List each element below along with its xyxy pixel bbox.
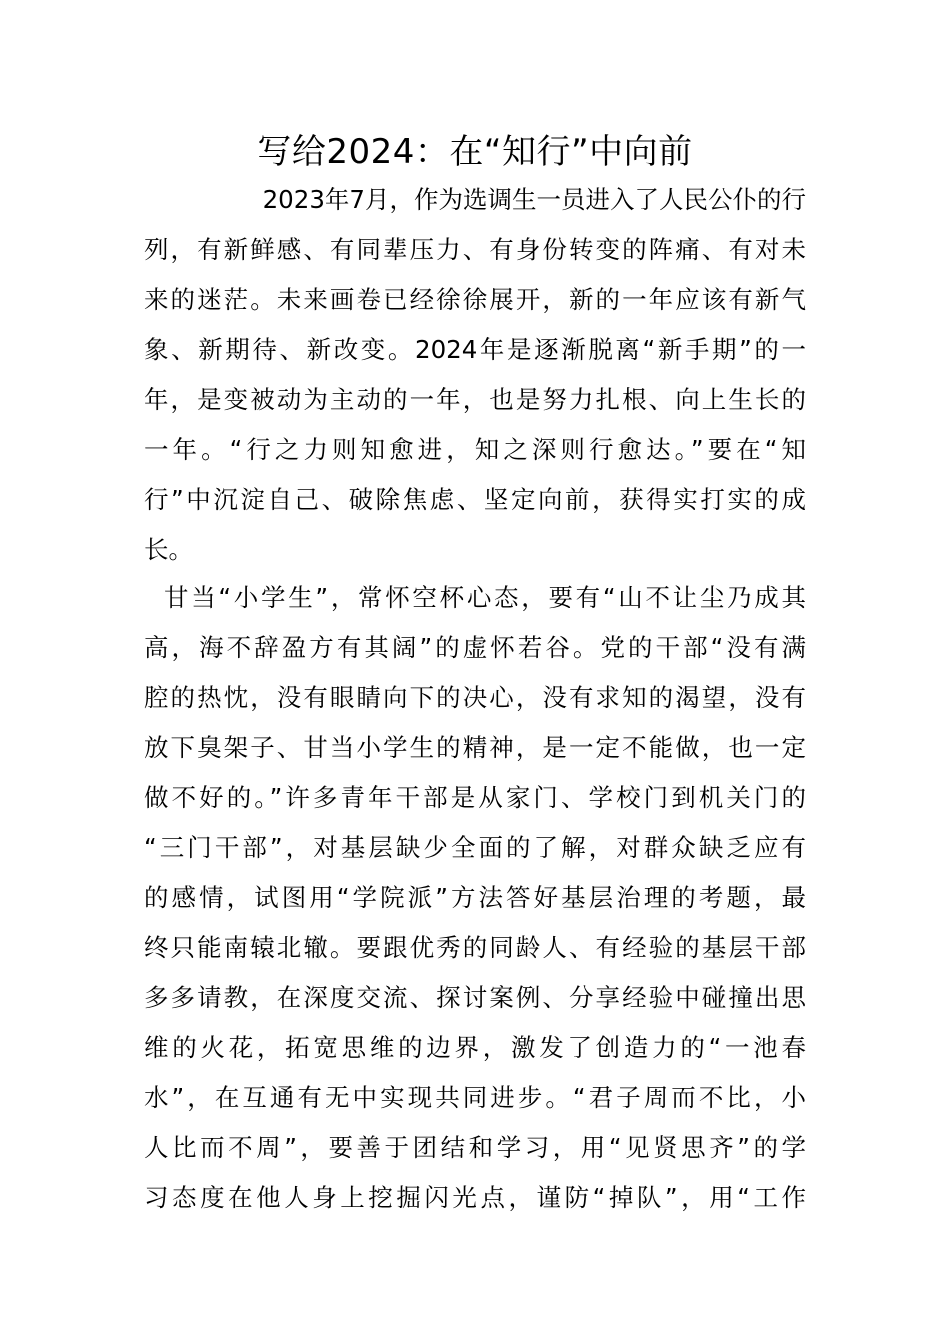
paragraph-line: 的感情，试图用“学院派”方法答好基层治理的考题，最 — [144, 883, 806, 912]
paragraph-line: 来的迷茫。未来画卷已经徐徐展开，新的一年应该有新气 — [144, 285, 806, 314]
paragraph-line: 一年。“行之力则知愈进，知之深则行愈达。”要在“知 — [144, 435, 806, 464]
paragraph-line: 2023年7月，作为选调生一员进入了人民公仆的行 — [262, 185, 806, 214]
paragraph-line: 人比而不周”，要善于团结和学习，用“见贤思齐”的学 — [144, 1133, 806, 1162]
paragraph-line: 多多请教，在深度交流、探讨案例、分享经验中碰撞出思 — [144, 983, 806, 1012]
paragraph-line: 做不好的。”许多青年干部是从家门、学校门到机关门的 — [144, 783, 806, 812]
paragraph-line: 高，海不辞盈方有其阔”的虚怀若谷。党的干部“没有满 — [144, 633, 806, 662]
paragraph-line: 水”，在互通有无中实现共同进步。“君子周而不比，小 — [144, 1083, 806, 1112]
paragraph-line: 行”中沉淀自己、破除焦虑、坚定向前，获得实打实的成 — [144, 485, 806, 514]
paragraph-line: 终只能南辕北辙。要跟优秀的同龄人、有经验的基层干部 — [144, 933, 806, 962]
paragraph-line: 甘当“小学生”，常怀空杯心态，要有“山不让尘乃成其 — [164, 583, 806, 612]
paragraph-line: “三门干部”，对基层缺少全面的了解，对群众缺乏应有 — [144, 833, 806, 862]
document-title: 写给2024：在“知行”中向前 — [257, 132, 693, 172]
paragraph-line: 放下臭架子、甘当小学生的精神，是一定不能做，也一定 — [144, 733, 806, 762]
paragraph-line: 习态度在他人身上挖掘闪光点，谨防“掉队”，用“工作 — [144, 1183, 806, 1212]
paragraph-line: 象、新期待、新改变。2024年是逐渐脱离“新手期”的一 — [144, 335, 806, 364]
paragraph-line: 腔的热忱，没有眼睛向下的决心，没有求知的渴望，没有 — [144, 683, 806, 712]
paragraph-line: 年，是变被动为主动的一年，也是努力扎根、向上生长的 — [144, 385, 806, 414]
paragraph-line: 列，有新鲜感、有同辈压力、有身份转变的阵痛、有对未 — [144, 235, 806, 264]
paragraph-line: 长。 — [144, 535, 193, 564]
paragraph-line: 维的火花，拓宽思维的边界，激发了创造力的“一池春 — [144, 1033, 806, 1062]
